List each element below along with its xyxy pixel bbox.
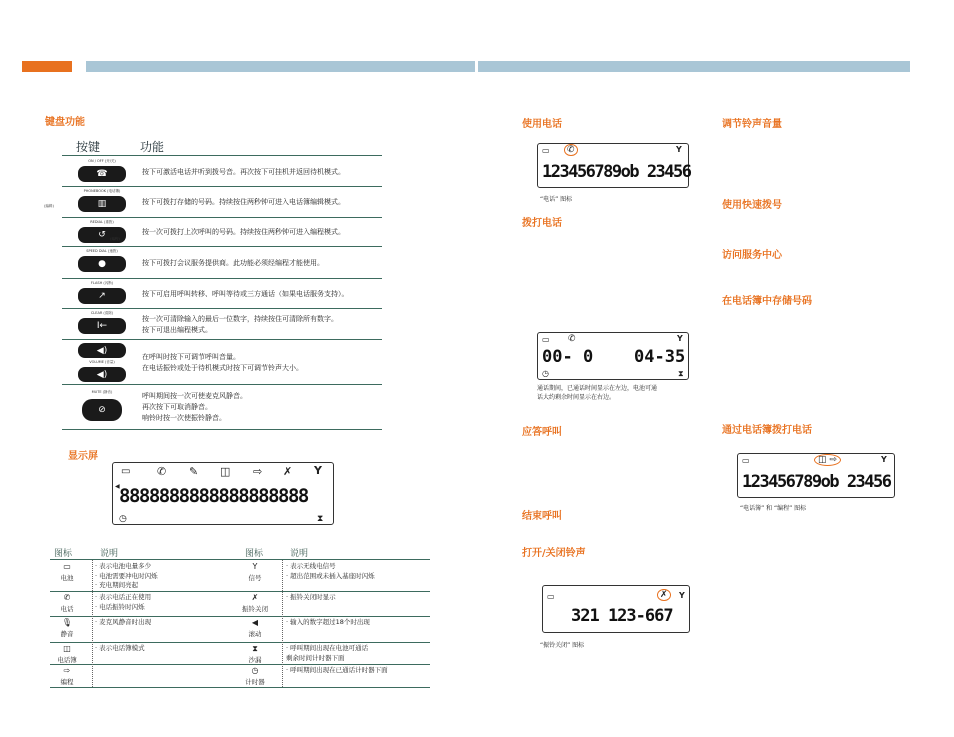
key-button[interactable]: [78, 288, 126, 304]
key-description-line: 按下可退出编程模式。: [142, 325, 212, 334]
phone-icon: ✆: [568, 334, 576, 344]
table-icon-desc: [286, 644, 368, 663]
key-row: [62, 340, 382, 385]
table-icon-name: 编程: [60, 678, 74, 686]
table-icon: ◷: [251, 666, 259, 675]
phone-icon: ✆: [157, 465, 167, 478]
speed-dial-title: 使用快速拨号: [722, 200, 782, 211]
table-rule: [50, 616, 430, 617]
table-desc-header: 说明: [100, 549, 119, 559]
table-icon-desc: [95, 593, 151, 612]
lcd4-digits: 123456789ob 23456: [742, 472, 891, 492]
key-label: VOLUME (音量): [89, 360, 115, 364]
table-desc-line: · 表示电话正在使用: [95, 593, 152, 601]
store-number-title: 在电话簿中存储号码: [722, 296, 812, 307]
table-icon-desc: [286, 666, 388, 676]
table-divider: [282, 560, 283, 687]
lcd2-left-digits: 00- 0: [542, 347, 594, 367]
key-label: FLASH (闪断): [90, 281, 114, 285]
table-icon: ◀: [251, 618, 259, 627]
lcd-phonebook: [737, 453, 895, 498]
key-button[interactable]: [78, 318, 126, 334]
key-label: CLEAR (清除): [90, 311, 114, 315]
table-desc-line: · 呼叫期间出现在电池可通话: [286, 644, 369, 652]
table-divider: [92, 560, 93, 687]
key-description-line: 按下可启用呼叫转移、呼叫等待或三方通话（如果电话服务支持）。: [142, 289, 349, 298]
signal-icon: Y: [881, 455, 887, 464]
key-icon: ◀): [96, 345, 108, 356]
phonebook-program-icons: ◫ ⇨: [814, 454, 841, 466]
dial-call-title: 拨打电话: [522, 218, 562, 229]
table-rule: [50, 664, 430, 665]
header-bar-left: [86, 61, 475, 72]
signal-icon: Y: [677, 334, 683, 343]
table-icon-desc: [286, 618, 370, 628]
table-icon-name: 沙漏: [248, 656, 262, 664]
table-desc-line: · 呼叫期间出现在已通话计时器下面: [286, 666, 388, 674]
table-desc-line: · 输入的数字超过18个时出现: [286, 618, 370, 626]
key-description-line: 响铃时按一次使振铃静音。: [142, 414, 226, 422]
header-bar-right: [478, 61, 910, 72]
key-description-line: 按下可激活电话并听到拨号音。再次按下可挂机并返回待机模式。: [142, 167, 345, 176]
key-button[interactable]: [78, 343, 126, 358]
key-icon: ●: [98, 259, 106, 269]
table-icon: ✆: [63, 593, 71, 602]
key-description-line: 按下可拨打存储的号码。持续按住两秒钟可进入电话簿编辑模式。: [142, 198, 345, 206]
scroll-icon: ◀: [115, 483, 120, 490]
hourglass-icon: ⧗: [678, 369, 684, 378]
table-icon-name: 电话簿: [57, 656, 77, 664]
key-button[interactable]: [78, 196, 126, 212]
program-icon: ⇨: [253, 465, 263, 478]
table-rule: [50, 642, 430, 643]
adjust-ring-title: 调节铃声音量: [722, 119, 782, 130]
key-description: [142, 167, 345, 178]
battery-icon: ▭: [547, 592, 555, 601]
key-row: [62, 279, 382, 309]
key-label: MUTE (静音): [91, 390, 113, 394]
table-icon-name: 振铃关闭: [242, 605, 268, 613]
ringer-off-icon: ✗: [657, 589, 671, 601]
key-icon: I←: [96, 321, 108, 331]
volume-down-button[interactable]: ◀): [78, 367, 126, 382]
table-icon-desc: [95, 562, 158, 591]
key-label: ON / OFF (开/关): [88, 159, 116, 163]
key-icon: ☎: [96, 169, 108, 179]
table-icon: ✗: [251, 593, 259, 602]
key-description: [142, 258, 324, 269]
use-phone-title: 使用电话: [522, 119, 562, 130]
key-description-line: 按一次可拨打上次呼叫的号码。持续按住两秒钟可进入编程模式。: [142, 228, 345, 236]
key-description-line: 按下可拨打会议服务提供商。此功能必须经编程才能使用。: [142, 258, 324, 267]
table-icon-desc: [286, 593, 336, 603]
battery-icon: ▭: [542, 146, 550, 155]
signal-icon: Y: [314, 464, 322, 477]
keys-section-title: 键盘功能: [45, 117, 85, 128]
lcd4-caption: “电话簿” 和 “编程” 图标: [740, 505, 807, 512]
key-button[interactable]: [78, 166, 126, 182]
key-description-line: 在呼叫时按下可调节呼叫音量。: [142, 352, 240, 361]
table-icon-desc: [95, 644, 145, 654]
key-row: [62, 385, 382, 430]
table-icon-desc: [286, 562, 375, 581]
table-desc-line: · 振铃关闭时显示: [286, 593, 336, 601]
key-label: REDIAL (重拨): [90, 220, 114, 224]
lcd-ringer-off: [542, 585, 690, 633]
table-icon-name: 信号: [248, 574, 262, 582]
display-digits: 8888888888888888888: [119, 485, 308, 507]
table-desc-line: · 表示电池电量多少: [95, 562, 152, 570]
table-icon-name: 计时器: [245, 678, 265, 686]
lcd3-caption: “振铃关闭” 图标: [540, 642, 585, 649]
key-description: [142, 314, 338, 336]
table-rule: [50, 687, 430, 688]
table-desc-line: · 电话振铃时闪烁: [95, 602, 145, 611]
table-icon-desc: [95, 618, 151, 628]
table-rule: [50, 591, 430, 592]
table-icon-name: 电话: [60, 605, 74, 613]
lcd-phone-icon: [537, 143, 689, 188]
phone-icon: ✆: [564, 144, 578, 156]
key-icon: ↗: [98, 291, 106, 301]
table-icon: ◫: [63, 644, 71, 653]
key-description-line: 呼叫期间按一次可使麦克风静音。: [142, 392, 247, 400]
table-desc-line: 剩余时间计时器下面: [286, 653, 345, 662]
table-desc-line: · 超出范围或未插入基座时闪烁: [286, 571, 375, 580]
key-label: PHONEBOOK (电话簿): [83, 189, 121, 193]
key-button[interactable]: [78, 256, 126, 272]
display-lcd: [112, 462, 334, 525]
table-desc-line: · 表示无线电信号: [286, 562, 336, 570]
ringer-off-icon: ✗: [283, 465, 293, 478]
key-description-line: 再次按下可取消静音。: [142, 403, 212, 411]
end-call-title: 结束呼叫: [522, 511, 562, 522]
table-icon-header-2: 图标: [245, 549, 264, 559]
table-icon: ⧗: [252, 644, 258, 653]
ringer-toggle-title: 打开/关闭铃声: [522, 548, 586, 559]
table-icon: Y: [252, 562, 258, 571]
header-accent-bar: [22, 61, 72, 72]
lcd-call-timer: [537, 332, 689, 380]
timer-icon: ◷: [542, 369, 549, 378]
lcd2-caption: 通话期间，已通话时间显示在左边，电池可通 话大约剩余时间显示在右边。: [537, 385, 658, 401]
key-description-line: 按一次可清除输入的最后一位数字，持续按住可清除所有数字。: [142, 314, 338, 323]
signal-icon: Y: [676, 145, 682, 154]
table-icon: 🎙: [61, 618, 73, 627]
answer-call-title: 应答呼叫: [522, 427, 562, 438]
col-func-header: 功能: [140, 140, 165, 154]
table-desc-line: · 表示电话簿模式: [95, 644, 145, 652]
phonebook-icon: ◫: [220, 465, 231, 478]
table-icon-name: 电池: [60, 574, 74, 582]
key-row: [62, 218, 382, 247]
hourglass-icon: ⧗: [317, 514, 324, 524]
lcd3-digits: 321 123-667: [571, 606, 673, 626]
key-row: [44, 187, 382, 218]
battery-icon: ▭: [742, 456, 750, 465]
table-desc-header-2: 说明: [290, 549, 309, 559]
key-side-label: (编辑): [44, 204, 54, 208]
key-row: [62, 247, 382, 279]
keys-header-line: [62, 155, 382, 156]
table-desc-line: · 电池需要冲电时闪烁: [95, 571, 158, 580]
key-side-label: (编程): [110, 237, 120, 241]
battery-icon: ▭: [121, 466, 131, 477]
timer-icon: ◷: [119, 514, 127, 524]
key-row: [62, 157, 382, 187]
key-description-line: 在电话振铃或处于待机模式时按下可调节铃声大小。: [142, 363, 303, 372]
lcd1-caption: “电话” 图标: [540, 196, 573, 203]
key-icon: ⊘: [98, 405, 106, 415]
display-section-title: 显示屏: [68, 451, 98, 462]
table-icon: ▭: [63, 562, 71, 571]
table-icon: ⇨: [63, 666, 71, 675]
table-desc-line: · 麦克风静音时出现: [95, 618, 152, 626]
mute-icon: ✎: [189, 465, 199, 478]
key-description: [142, 352, 303, 374]
key-description: [142, 227, 345, 238]
key-row: [62, 309, 382, 340]
key-button[interactable]: [82, 399, 122, 421]
key-icon: ▥: [97, 199, 107, 209]
lcd1-digits: 123456789ob 23456: [542, 162, 691, 182]
lcd2-right-digits: 04-35: [634, 347, 686, 367]
key-description: [142, 391, 247, 424]
key-description: [142, 197, 345, 208]
signal-icon: Y: [679, 591, 685, 600]
key-description: [142, 289, 349, 300]
battery-icon: ▭: [542, 335, 550, 344]
dial-from-book-title: 通过电话簿拨打电话: [722, 425, 812, 436]
table-icon-name: 滚动: [248, 630, 262, 638]
key-icon: ↺: [98, 230, 106, 240]
table-icon-name: 静音: [60, 630, 74, 638]
table-rule: [50, 559, 430, 560]
service-center-title: 访问服务中心: [722, 250, 782, 261]
table-desc-line: · 充电期间亮起: [95, 581, 139, 589]
col-key-header: 按键: [76, 140, 101, 154]
table-icon-header: 图标: [54, 549, 73, 559]
key-label: SPEED DIAL (速拨): [86, 249, 118, 253]
